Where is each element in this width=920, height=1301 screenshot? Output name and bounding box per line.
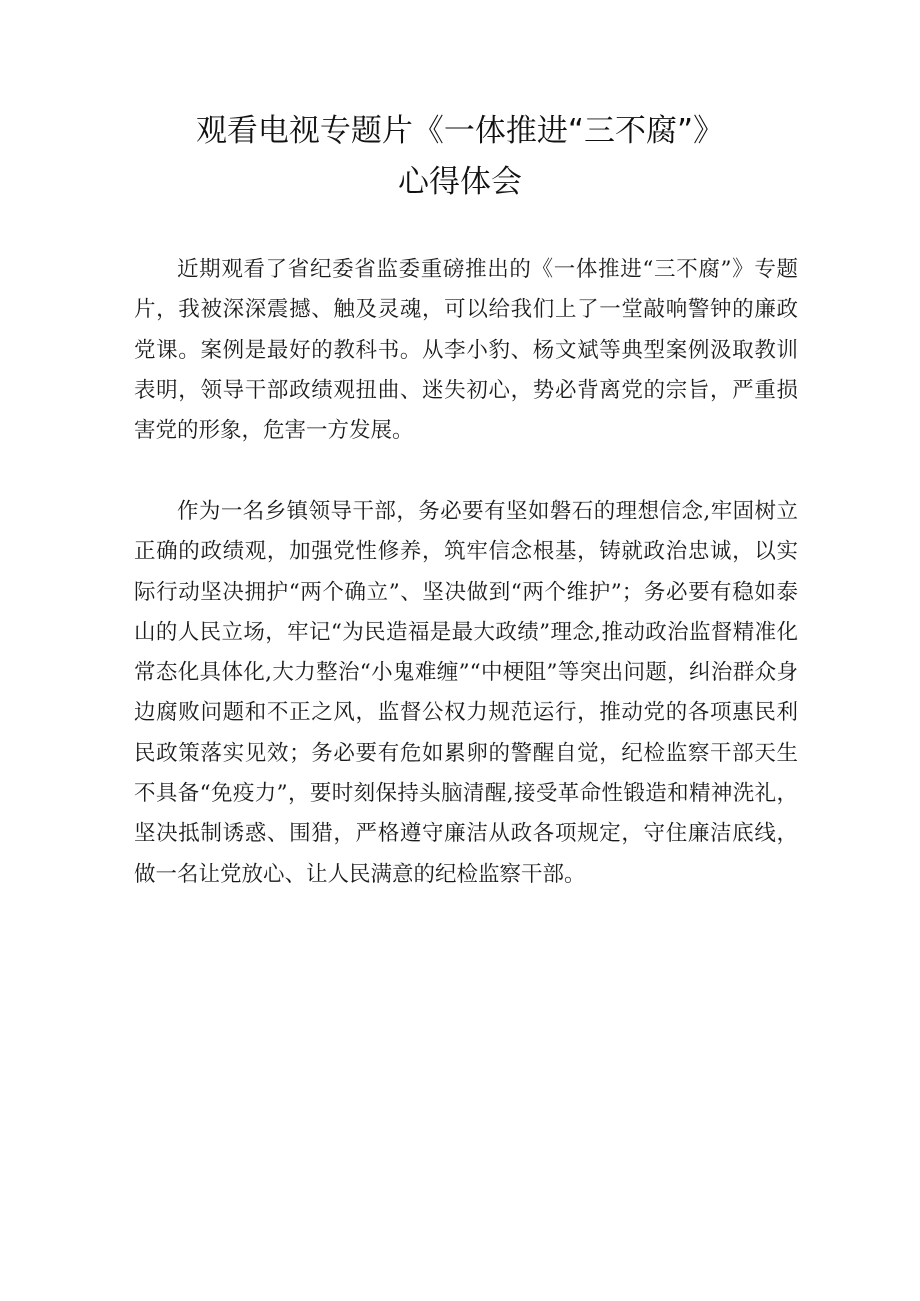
document-title-line-2: 心得体会 <box>398 164 522 200</box>
document-title-line-1: 观看电视专题片《一体推进“三不腐”》 <box>195 113 725 149</box>
body-paragraph-2: 作为一名乡镇领导干部，务必要有坚如磐石的理想信念,牢固树立正确的政绩观，加强党性修养，筑牢信念根基，铸就政治忠诚，以实际行动坚决拥护“两个确立”、坚决做到“两个维护”；务必要有稳如泰山的人民立场，牢记“为民造福是最大政绩”理念,推动政治监督精准化常态化具体化,大力整治“小鬼难缠”“中梗阻”等突出问题，纠治群众身边腐败问题和不正之风，监督公权力规范运行，推动党的各项惠民利民政策落实见效；务必要有危如累卵的警醒自觉，纪检监察干部天生不具备“免疫力”，要时刻保持头脑清醒,接受革命性锻造和精神洗礼，坚决抵制诱惑、围猎，严格遵守廉洁从政各项规定，守住廉洁底线，做一名让党放心、让人民满意的纪检监察干部。 <box>134 499 798 887</box>
body-paragraph-1: 近期观看了省纪委省监委重磅推出的《一体推进“三不腐”》专题片，我被深深震撼、触及灵魂，可以给我们上了一堂敲响警钟的廉政党课。案例是最好的教科书。从李小豹、杨文斌等典型案例汲取教训表明，领导干部政绩观扭曲、迷失初心，势必背离党的宗旨，严重损害党的形象，危害一方发展。 <box>134 257 798 444</box>
